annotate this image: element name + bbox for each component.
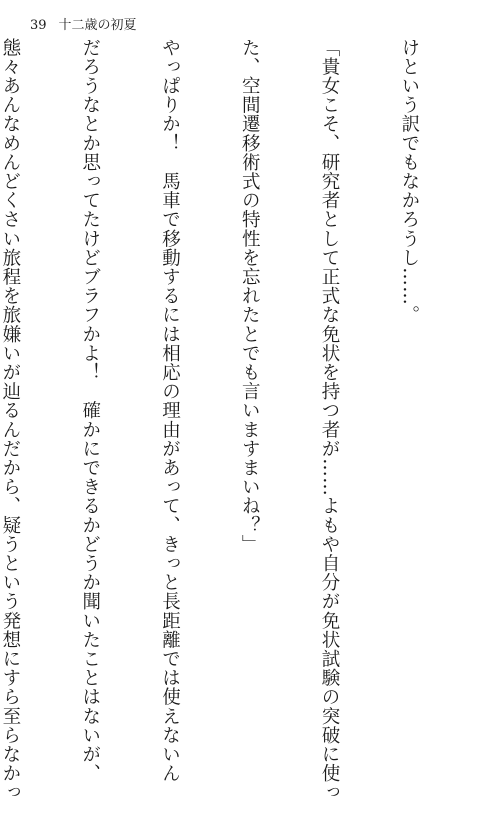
chapter-title: 十二歳の初夏 [58,18,137,33]
running-header [30,14,137,33]
page-number: 39 [30,18,47,33]
text-line: 態々あんなめんどくさい旅程を旅嫌いが辿るんだから、疑うという発想にすら至らなかっ [0,38,21,802]
text-line: 「貴女こそ、研究者として正式な免状を持つ者が……よもや自分が免状試験の突破に使っ [319,38,341,802]
text-line: た、空間遷移術式の特性を忘れたとでも言いますまいね？」 [239,38,261,554]
text-line: だろうなとか思ってたけどブラフかよ！ 確かにできるかどうか聞いたことはないが、 [79,38,101,783]
vertical-text-body [0,38,475,802]
text-line: けという訳でもなかろうし……。 [398,38,420,325]
text-line: やっぱりか！ 馬車で移動するには相応の理由があって、きっと長距離では使えないん [159,38,181,783]
